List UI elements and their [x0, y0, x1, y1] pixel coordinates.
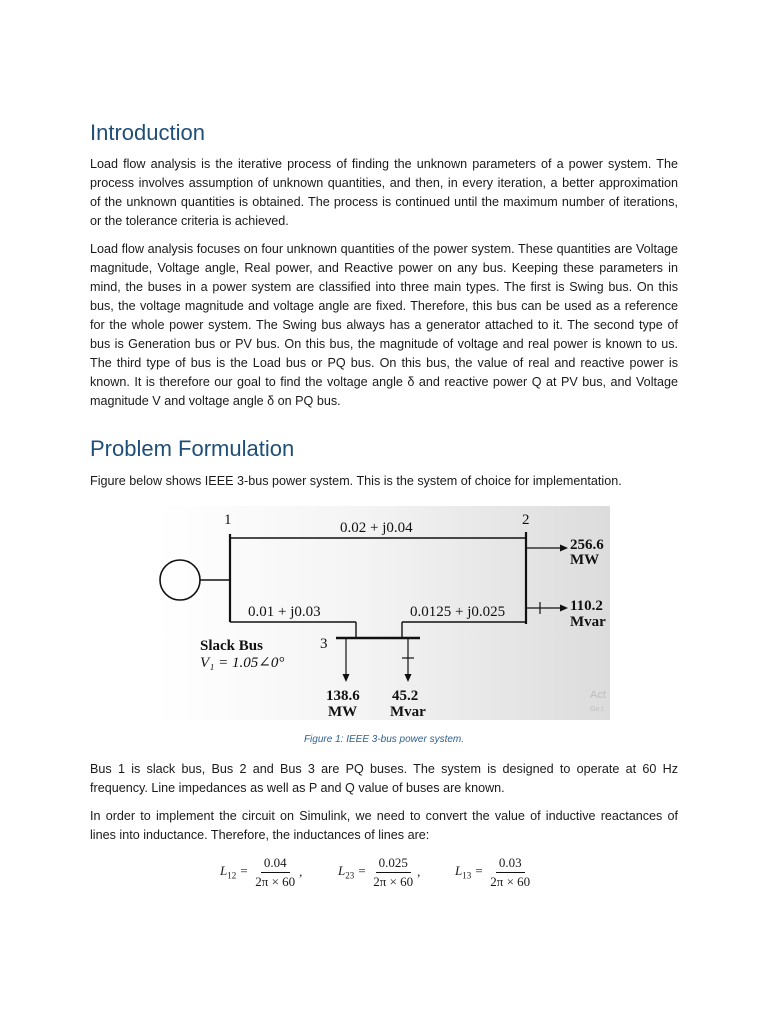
inductance-equations	[90, 852, 678, 894]
intro-paragraph-2: Load flow analysis focuses on four unknown quantities of the power system. These quantities are Voltage magnitude, Voltage angle, Real power, and Reactive power on any bus. Keeping these parameters in mind, the buses in a power system are classified into three main types. The first is Swing bus. On this bus, the voltage magnitude and voltage angle are fixed. Therefore, this bus can be used as a reference for the whole power system. The Swing bus always has a generator attached to it. The second type of bus is Generation bus or PV bus. On this bus, the magnitude of voltage and real power is known to us. The third type of bus is the Load bus or PQ bus. On this bus, the value of real and reactive power is known. It is therefore our goal to find the voltage angle δ and reactive power Q at PV bus, and Voltage magnitude V and voltage angle δ on PQ bus.	[90, 242, 678, 408]
equation-lhs: $L_{12}$ =	[220, 863, 249, 881]
bus-1-label: 1	[224, 512, 232, 528]
equation-numerator: 0.04	[261, 854, 290, 873]
problem-paragraph-2: Bus 1 is slack bus, Bus 2 and Bus 3 are PQ buses. The system is designed to operate at 60 Hz frequency. Line impedances as well as P and Q value of buses are known.	[90, 762, 678, 795]
bus-system-figure	[158, 506, 610, 720]
equation-lhs: $L_{13}$ =	[455, 863, 484, 881]
watermark-text-2: Go t	[590, 706, 604, 713]
introduction-heading: Introduction	[90, 120, 205, 145]
bus-2-q-value: 110.2	[570, 598, 603, 614]
impedance-1-3: 0.01 + j0.03	[248, 604, 321, 620]
watermark-text-1: Act	[590, 689, 606, 701]
equation-l13	[455, 852, 534, 892]
impedance-1-2: 0.02 + j0.04	[340, 520, 413, 536]
bus-3-label: 3	[320, 636, 328, 652]
bus-3-p-value: 138.6	[326, 688, 360, 704]
impedance-2-3: 0.0125 + j0.025	[410, 604, 506, 620]
bus-diagram	[158, 506, 610, 720]
bus-2-p-value: 256.6	[570, 537, 604, 553]
generator-icon	[160, 560, 200, 600]
figure-caption: Figure 1: IEEE 3-bus power system.	[303, 734, 465, 745]
equation-denominator: 2π × 60	[373, 873, 414, 889]
equation-numerator: 0.03	[496, 854, 525, 873]
problem-formulation-heading: Problem Formulation	[90, 436, 295, 461]
problem-paragraph-3: In order to implement the circuit on Simulink, we need to convert the value of inductive reactances of lines into inductance. Therefore, the inductances of lines are:	[90, 809, 678, 842]
equation-l23: $L_{23}$ = $\frac{0.025}{2\pi \times 60}$ ,	[338, 854, 421, 889]
bus-3-q-value: 45.2	[392, 688, 419, 704]
problem-paragraph-1: Figure below shows IEEE 3-bus power system. This is the system of choice for implementation.	[90, 474, 622, 488]
equation-denominator: 2π × 60	[490, 873, 531, 889]
equation-denominator: 2π × 60	[255, 873, 296, 889]
bus-2-p-unit: MW	[570, 552, 600, 568]
intro-paragraph-1: Load flow analysis is the iterative process of finding the unknown parameters of a power system. The process involves assumption of unknown quantities, and then, in every iteration, a better approximation of the unknown quantities is obtained. The process is continued until the maximum number of iterations, or the tolerance criteria is achieved.	[90, 157, 678, 228]
equation-lhs: $L_{23}$ =	[338, 863, 367, 881]
bus-3-q-unit: Mvar	[390, 704, 426, 720]
bus-2-q-unit: Mvar	[570, 614, 606, 630]
slack-bus-label: Slack Bus	[200, 638, 263, 654]
slack-voltage-label: V₁ = 1.05∠0°	[200, 655, 285, 671]
bus-3-p-unit: MW	[328, 704, 358, 720]
equation-l12: $L_{12}$ = $\frac{0.04}{2\pi \times 60}$ ,	[220, 854, 303, 889]
bus-2-label: 2	[522, 512, 530, 528]
equation-numerator: 0.025	[376, 854, 411, 873]
